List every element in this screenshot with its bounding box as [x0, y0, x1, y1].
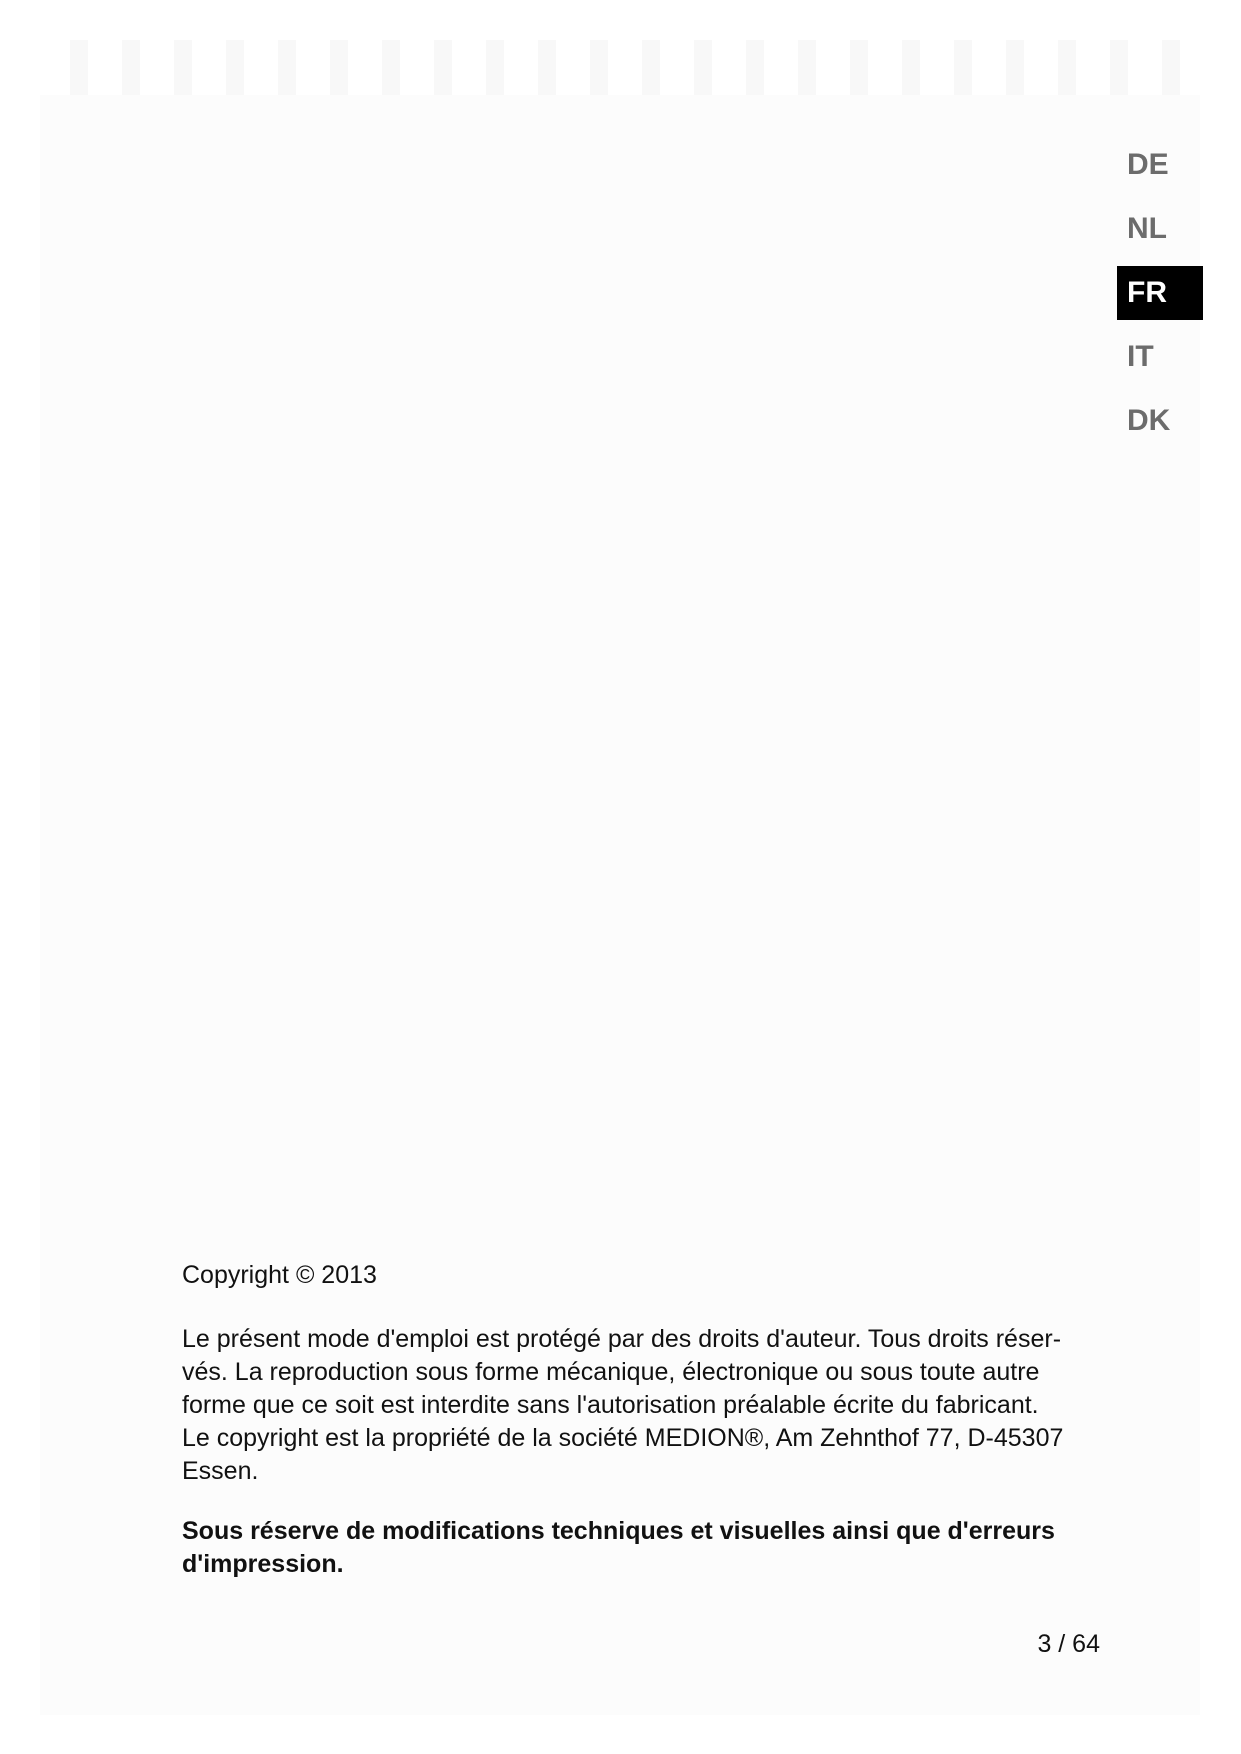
copyright-section [182, 1258, 1102, 1581]
tab-fr[interactable]: FR [1117, 266, 1203, 320]
tab-de[interactable]: DE [1127, 148, 1169, 181]
copyright-notice: Le présent mode d'emploi est protégé par des droits d'auteur. Tous droits réser- vés. La reproduction sous forme mécanique, électronique ou sous toute autre forme que ce soit est interdite sans l'autorisation préalable écrite du fabricant. Le copyright est la propriété de la société MEDION®, Am Zehnthof 77, D-45307 Essen. [182, 1325, 1064, 1485]
disclaimer-text: Sous réserve de modifications techniques et visuelles ainsi que d'erreurs d'impression. [182, 1517, 1055, 1578]
page-number: 3 / 64 [1037, 1630, 1100, 1658]
tab-it[interactable]: IT [1127, 340, 1154, 373]
tab-dk[interactable]: DK [1127, 404, 1171, 437]
copyright-heading: Copyright © 2013 [182, 1261, 377, 1289]
language-tabs [1117, 138, 1203, 458]
tab-nl[interactable]: NL [1127, 212, 1167, 245]
top-scan-strip [70, 40, 1190, 95]
